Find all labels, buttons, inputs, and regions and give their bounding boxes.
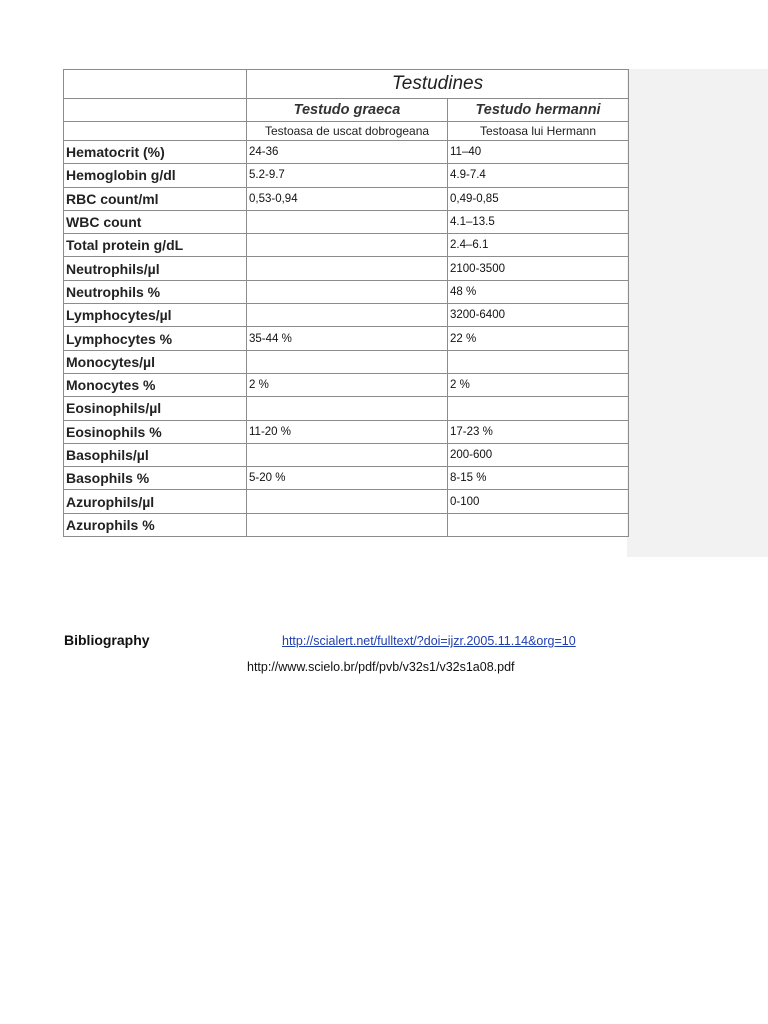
graeca-value-cell: 24-36 (247, 141, 448, 164)
table-row (64, 257, 629, 280)
hermanni-value-cell (448, 397, 629, 420)
parameter-cell: WBC count (64, 210, 247, 233)
hermanni-value-cell: 2100-3500 (448, 257, 629, 280)
parameter-cell: Monocytes/µl (64, 350, 247, 373)
common-name-graeca: Testoasa de uscat dobrogeana (247, 122, 448, 141)
parameter-cell: Neutrophils/µl (64, 257, 247, 280)
hermanni-value-cell: 3200-6400 (448, 304, 629, 327)
table-row (64, 513, 629, 536)
hermanni-value-cell: 8-15 % (448, 467, 629, 490)
parameter-cell: Basophils % (64, 467, 247, 490)
parameter-cell: Hemoglobin g/dl (64, 164, 247, 187)
hermanni-value-cell: 22 % (448, 327, 629, 350)
group-title: Testudines (247, 70, 629, 99)
hermanni-value-cell: 2.4–6.1 (448, 234, 629, 257)
table-row (64, 397, 629, 420)
common-name-hermanni: Testoasa lui Hermann (448, 122, 629, 141)
graeca-value-cell: 35-44 % (247, 327, 448, 350)
graeca-value-cell: 11-20 % (247, 420, 448, 443)
hermanni-value-cell: 17-23 % (448, 420, 629, 443)
graeca-value-cell: 5.2-9.7 (247, 164, 448, 187)
species-hermanni: Testudo hermanni (448, 99, 629, 122)
graeca-value-cell (247, 513, 448, 536)
graeca-value-cell: 2 % (247, 373, 448, 396)
hermanni-value-cell: 4.9-7.4 (448, 164, 629, 187)
header-empty-cell (64, 70, 247, 99)
header-empty-cell (64, 99, 247, 122)
table-row (64, 467, 629, 490)
parameter-cell: Basophils/µl (64, 443, 247, 466)
graeca-value-cell: 0,53-0,94 (247, 187, 448, 210)
graeca-value-cell (247, 443, 448, 466)
species-graeca: Testudo graeca (247, 99, 448, 122)
side-gray-panel (627, 69, 768, 557)
table-row (64, 373, 629, 396)
header-row-species (64, 99, 629, 122)
header-row-common-names (64, 122, 629, 141)
table-row (64, 490, 629, 513)
hermanni-value-cell: 48 % (448, 280, 629, 303)
graeca-value-cell (247, 257, 448, 280)
hermanni-value-cell: 200-600 (448, 443, 629, 466)
blood-values-table (63, 69, 629, 537)
table-row (64, 141, 629, 164)
parameter-cell: Azurophils/µl (64, 490, 247, 513)
table-row (64, 280, 629, 303)
parameter-cell: Total protein g/dL (64, 234, 247, 257)
hermanni-value-cell: 11–40 (448, 141, 629, 164)
parameter-cell: Azurophils % (64, 513, 247, 536)
table-row (64, 187, 629, 210)
header-empty-cell (64, 122, 247, 141)
table-row (64, 164, 629, 187)
table-row (64, 443, 629, 466)
table-row (64, 420, 629, 443)
parameter-cell: Neutrophils % (64, 280, 247, 303)
table-row (64, 234, 629, 257)
table-row (64, 350, 629, 373)
parameter-cell: Eosinophils % (64, 420, 247, 443)
graeca-value-cell (247, 490, 448, 513)
parameter-cell: Monocytes % (64, 373, 247, 396)
graeca-value-cell (247, 280, 448, 303)
graeca-value-cell: 5-20 % (247, 467, 448, 490)
hermanni-value-cell: 4.1–13.5 (448, 210, 629, 233)
hermanni-value-cell (448, 513, 629, 536)
graeca-value-cell (247, 397, 448, 420)
graeca-value-cell (247, 304, 448, 327)
hermanni-value-cell: 0-100 (448, 490, 629, 513)
table-row (64, 210, 629, 233)
bibliography-label: Bibliography (64, 632, 150, 648)
hermanni-value-cell: 0,49-0,85 (448, 187, 629, 210)
header-row-group (64, 70, 629, 99)
parameter-cell: Eosinophils/µl (64, 397, 247, 420)
table-row (64, 327, 629, 350)
table-row (64, 304, 629, 327)
parameter-cell: RBC count/ml (64, 187, 247, 210)
bibliography-link-scielo[interactable]: http://www.scielo.br/pdf/pvb/v32s1/v32s1a08.pdf (247, 660, 515, 674)
parameter-cell: Lymphocytes % (64, 327, 247, 350)
hermanni-value-cell: 2 % (448, 373, 629, 396)
graeca-value-cell (247, 210, 448, 233)
graeca-value-cell (247, 234, 448, 257)
graeca-value-cell (247, 350, 448, 373)
parameter-cell: Hematocrit (%) (64, 141, 247, 164)
parameter-cell: Lymphocytes/µl (64, 304, 247, 327)
bibliography-link-scialert[interactable]: http://scialert.net/fulltext/?doi=ijzr.2005.11.14&org=10 (282, 634, 576, 648)
hermanni-value-cell (448, 350, 629, 373)
